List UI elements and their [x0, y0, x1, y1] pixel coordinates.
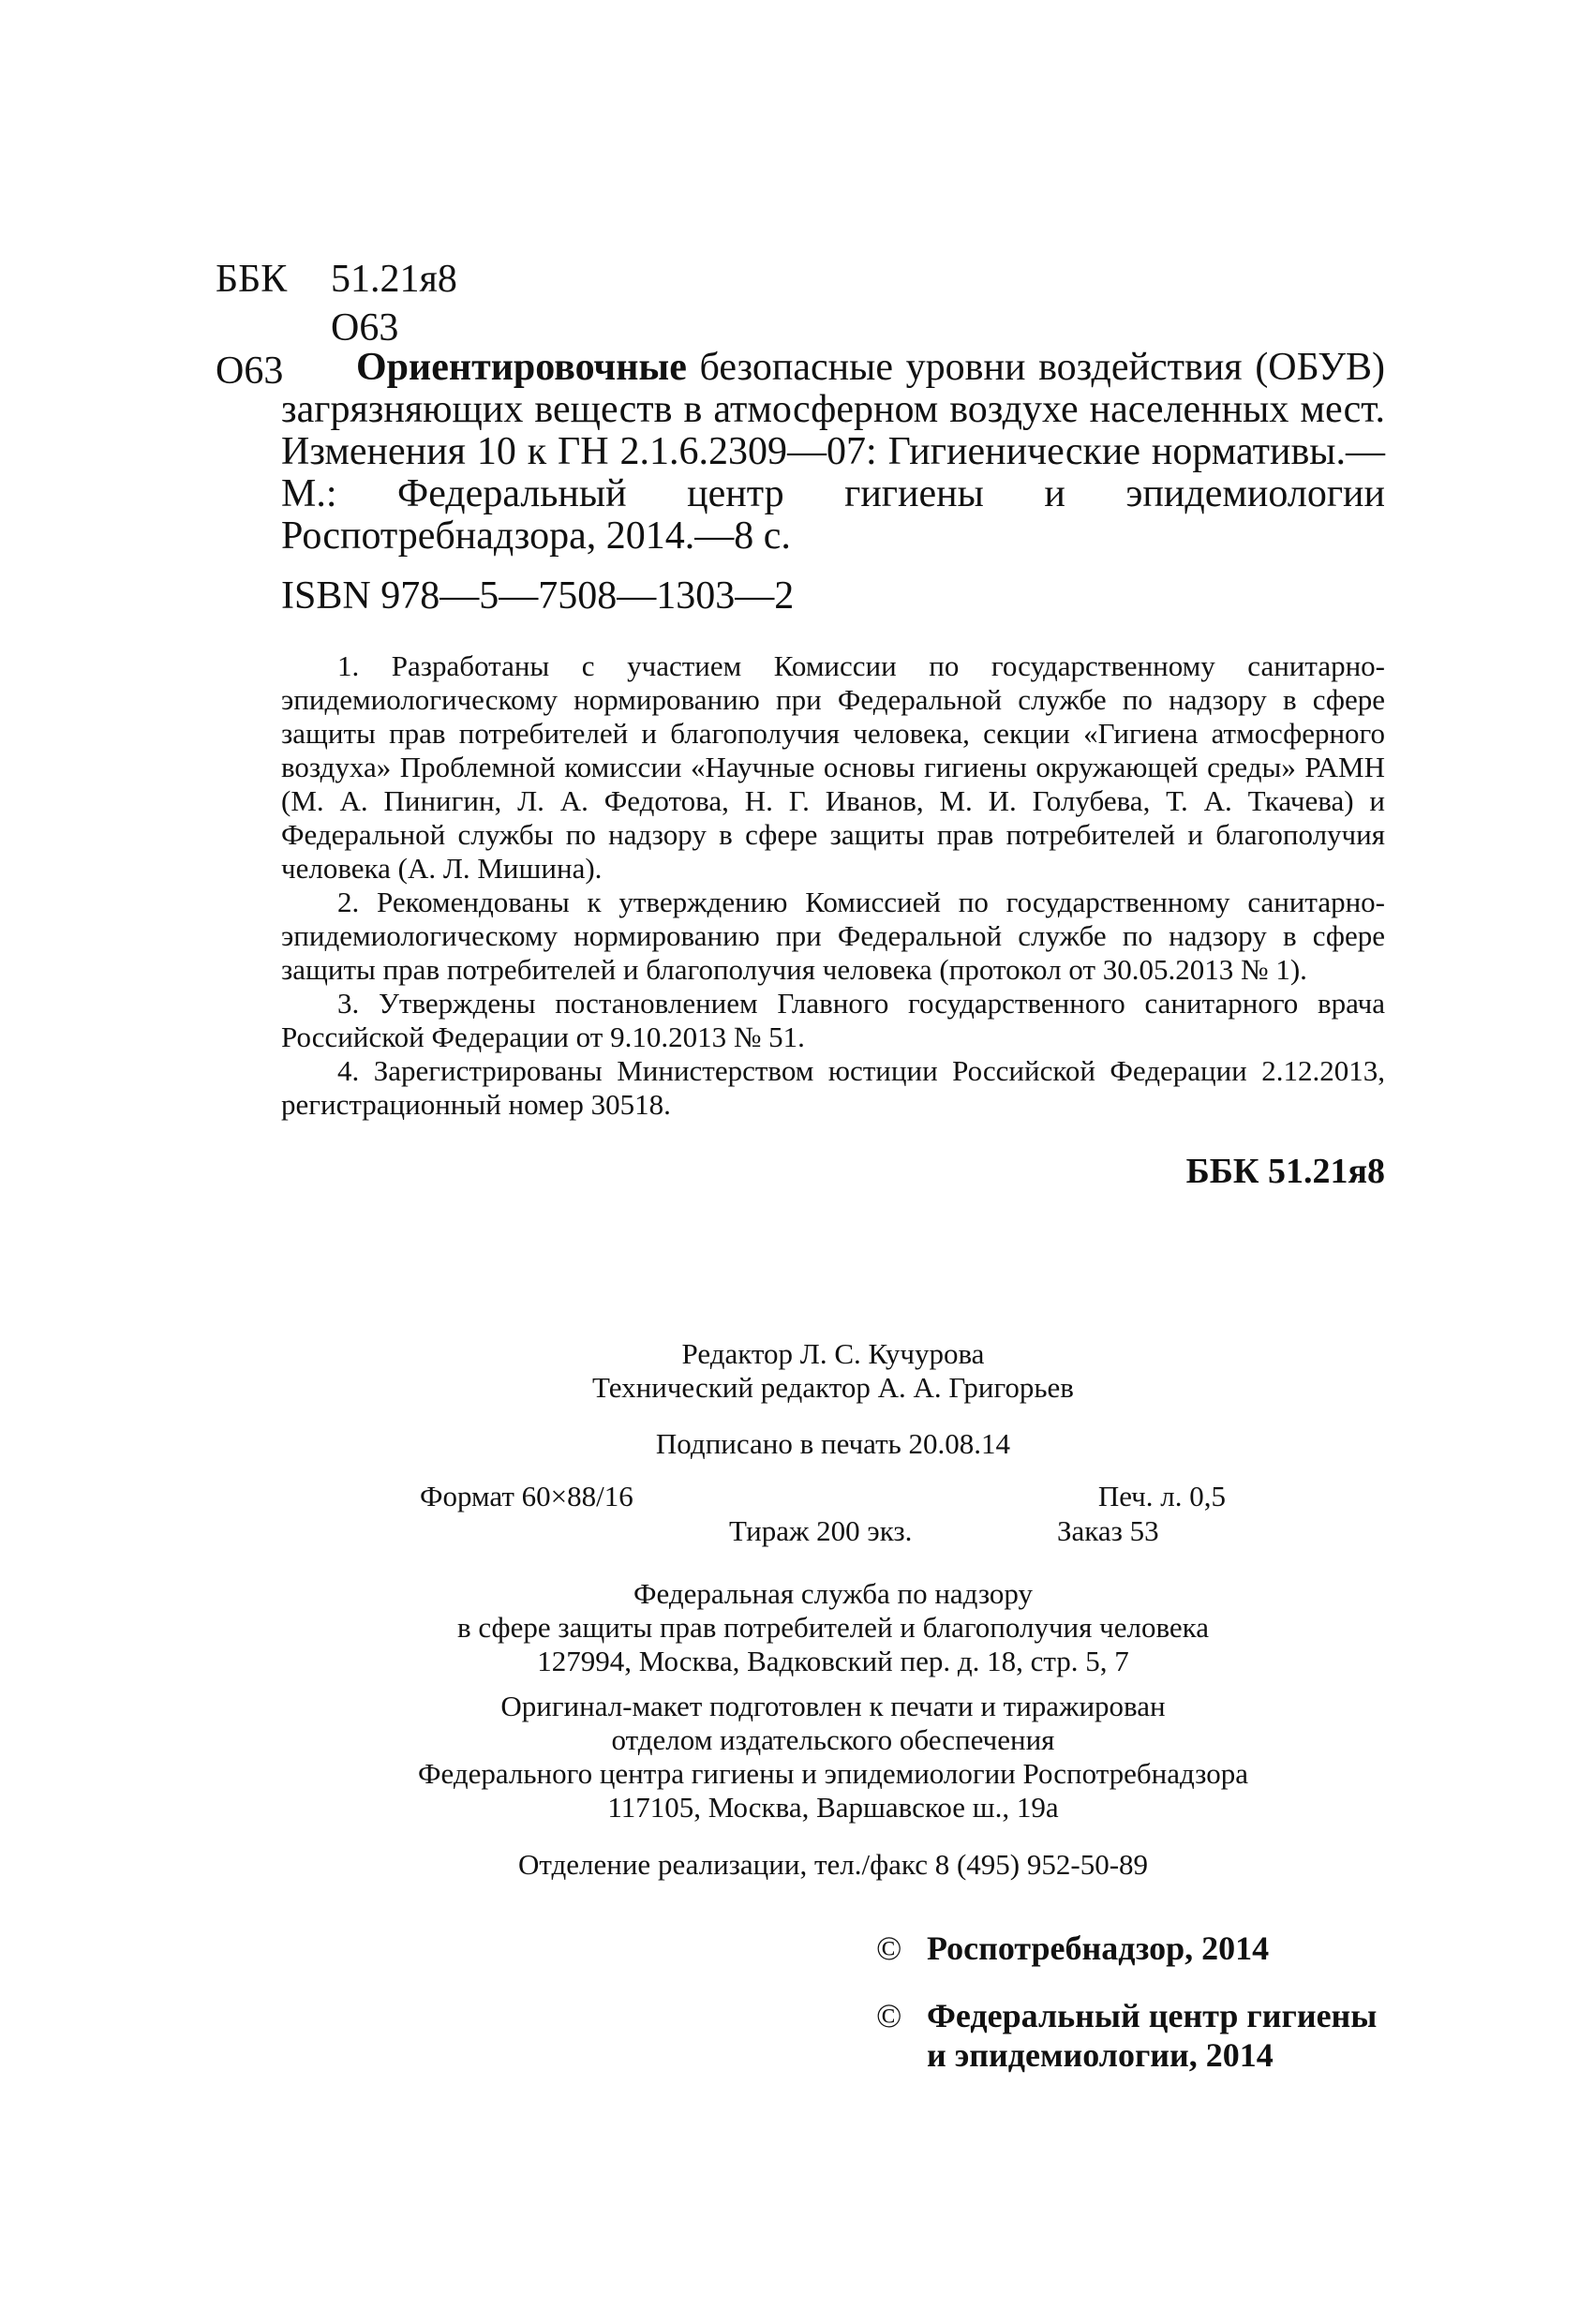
bbk-footer-code: ББК 51.21я8: [1185, 1152, 1385, 1191]
copyright-rospotrebnadzor: [876, 1929, 1269, 1968]
origin-line: Оригинал-макет подготовлен к печати и тиражирован: [500, 1690, 1166, 1722]
sales-contact: Отделение реализации, тел./факс 8 (495) 952-50-89: [517, 1848, 1149, 1881]
note-item: 2. Рекомендованы к утверждению Комиссией по государственному санитарно-эпидемиологическому нормированию при Федеральной службе по надзору в сфере защиты прав потребителей и благополучия человека (протокол от 30.05.2013 № 1).: [281, 886, 1385, 986]
circulation: Тираж 200 экз.: [729, 1514, 913, 1547]
annotation-author-sign: О63: [216, 350, 284, 393]
copyright-symbol: ©: [876, 1929, 902, 1967]
origin-address: 117105, Москва, Варшавское ш., 19а: [607, 1791, 1059, 1824]
bbk-code: 51.21я8: [331, 258, 457, 301]
annotation-title-bold: Ориентировочные: [356, 346, 687, 389]
copyright-holder: Роспотребнадзор, 2014: [927, 1929, 1270, 1967]
publisher-block: [281, 1577, 1385, 1678]
print-sheets: Печ. л. 0,5: [1097, 1480, 1226, 1512]
publisher-line: Федеральная служба по надзору: [633, 1577, 1033, 1610]
signed-to-print: [281, 1427, 1385, 1461]
origin-line: Федерального центра гигиены и эпидемиологии Роспотребнадзора: [418, 1757, 1248, 1790]
editor: Редактор Л. С. Кучурова: [681, 1337, 985, 1370]
bibliographic-annotation: [281, 347, 1385, 558]
copyright-holder: Федеральный центр гигиены: [927, 1997, 1378, 2034]
bbk-author-sign: О63: [331, 306, 399, 350]
editors-block: [281, 1337, 1385, 1405]
tech-editor: Технический редактор А. А. Григорьев: [592, 1371, 1074, 1404]
bbk-header: [216, 255, 457, 352]
signed-date: Подписано в печать 20.08.14: [655, 1427, 1011, 1460]
note-item: 1. Разработаны с участием Комиссии по государственному санитарно-эпидемиологическому нормированию при Федеральной службе по надзору в сфере защиты прав потребителей и благополучия человека, секции «Гигиена атмосферного воздуха» Проблемной комиссии «Научные основы гигиены окружающей среды» РАМН (М. А. Пинигин, Л. А. Федотова, Н. Г. Иванов, М. И. Голубева, Т. А. Ткачева) и Федеральной службы по надзору в сфере защиты прав потребителей и благополучия человека (А. Л. Мишина).: [281, 649, 1385, 885]
note-item: 4. Зарегистрированы Министерством юстиции Российской Федерации 2.12.2013, регистрационный номер 30518.: [281, 1054, 1385, 1121]
paper-format: Формат 60×88/16: [420, 1480, 633, 1512]
notes-list: [281, 649, 1385, 1122]
layout-origin-block: [281, 1690, 1385, 1825]
order-number: Заказ 53: [1057, 1514, 1159, 1547]
annotation-text: безопасные уровни воздействия (ОБУВ) загрязняющих веществ в атмосферном воздухе населенных мест. Изменения 10 к ГН 2.1.6.2309—07: Гигиенические нормативы.—М.: Федеральный центр гигиены и эпидемиологии Роспотребнадзора, 2014.—8 с.: [281, 346, 1386, 558]
print-specs: [420, 1480, 1226, 1558]
note-item: 3. Утверждены постановлением Главного государственного санитарного врача Российской Федерации от 9.10.2013 № 51.: [281, 987, 1385, 1053]
isbn: ISBN 978—5—7508—1303—2: [281, 574, 795, 618]
publisher-line: в сфере защиты прав потребителей и благополучия человека: [456, 1611, 1210, 1644]
origin-line: отделом издательского обеспечения: [611, 1723, 1055, 1756]
sales-department: [281, 1848, 1385, 1882]
copyright-holder-cont: и эпидемиологии, 2014: [927, 2036, 1274, 2074]
bbk-label: ББК: [216, 258, 288, 301]
copyright-symbol: ©: [876, 1997, 902, 2034]
copyright-federal-center: [876, 1996, 1377, 2075]
publisher-address: 127994, Москва, Вадковский пер. д. 18, стр. 5, 7: [537, 1645, 1129, 1677]
